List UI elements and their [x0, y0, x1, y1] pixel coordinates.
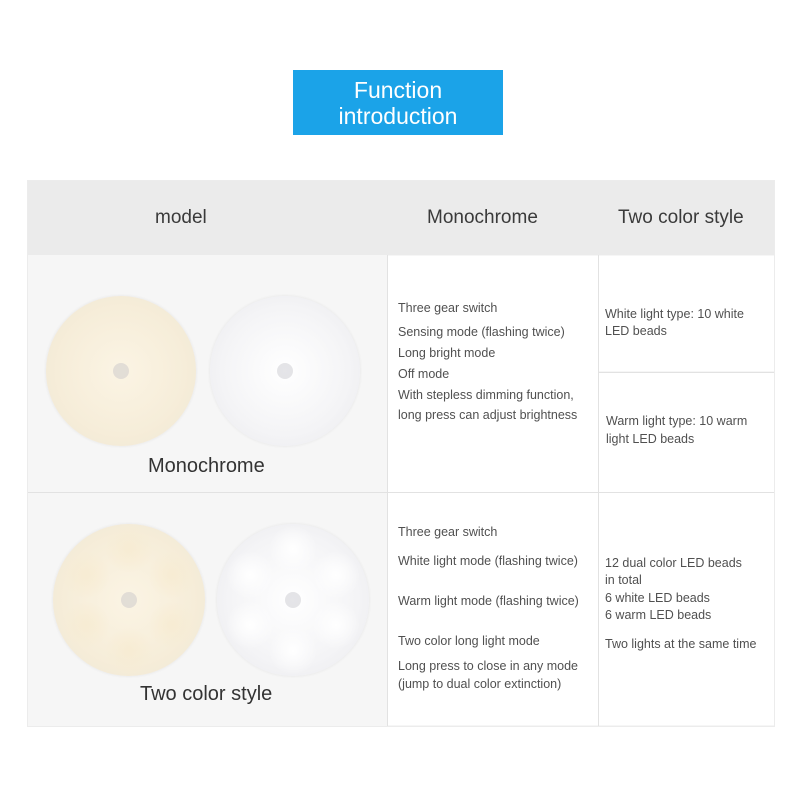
row1-model-label: Monochrome — [148, 455, 265, 477]
two-color-warm-light-image — [53, 524, 205, 676]
subrow-divider — [599, 372, 774, 373]
header-two-color: Two color style — [618, 207, 744, 228]
row1-feature-2: Sensing mode (flashing twice) — [398, 325, 565, 339]
row1-white-spec-line-1: White light type: 10 white — [605, 307, 744, 321]
row1-feature-6: long press can adjust brightness — [398, 408, 578, 422]
row1-warm-spec-line-1: Warm light type: 10 warm — [606, 414, 748, 428]
row1-feature-3: Long bright mode — [398, 346, 496, 360]
row2-feature-6: (jump to dual color extinction) — [398, 677, 562, 691]
row2-feature-4: Two color long light mode — [398, 634, 540, 648]
row1-white-spec-line-2: LED beads — [605, 324, 667, 338]
monochrome-white-light-image — [210, 296, 360, 446]
row2-spec-line-2: in total — [605, 573, 642, 587]
table-header — [28, 181, 774, 255]
row2-feature-3: Warm light mode (flashing twice) — [398, 594, 579, 608]
title-banner — [293, 70, 503, 135]
header-monochrome: Monochrome — [427, 207, 538, 228]
row1-feature-1: Three gear switch — [398, 301, 498, 315]
row2-spec-line-4: 6 warm LED beads — [605, 608, 712, 622]
row2-spec-line-3: 6 white LED beads — [605, 591, 710, 605]
column-divider-2 — [598, 255, 599, 726]
row2-feature-5: Long press to close in any mode — [398, 659, 578, 673]
row2-spec-line-5: Two lights at the same time — [605, 637, 757, 651]
comparison-table — [27, 180, 775, 727]
header-model: model — [155, 207, 207, 228]
row2-feature-1: Three gear switch — [398, 525, 498, 539]
row1-warm-spec-line-2: light LED beads — [606, 432, 695, 446]
title-line-1: Function — [353, 76, 443, 103]
monochrome-warm-light-image — [46, 296, 196, 446]
row1-feature-5: With stepless dimming function, — [398, 388, 574, 402]
row1-feature-4: Off mode — [398, 367, 450, 381]
column-divider-1 — [387, 255, 388, 726]
row2-feature-2: White light mode (flashing twice) — [398, 554, 578, 568]
row-divider — [28, 492, 774, 493]
title-line-2: introduction — [338, 102, 458, 129]
two-color-white-light-image — [217, 524, 369, 676]
row2-spec-line-1: 12 dual color LED beads — [605, 556, 742, 570]
row2-model-label: Two color style — [140, 683, 273, 705]
